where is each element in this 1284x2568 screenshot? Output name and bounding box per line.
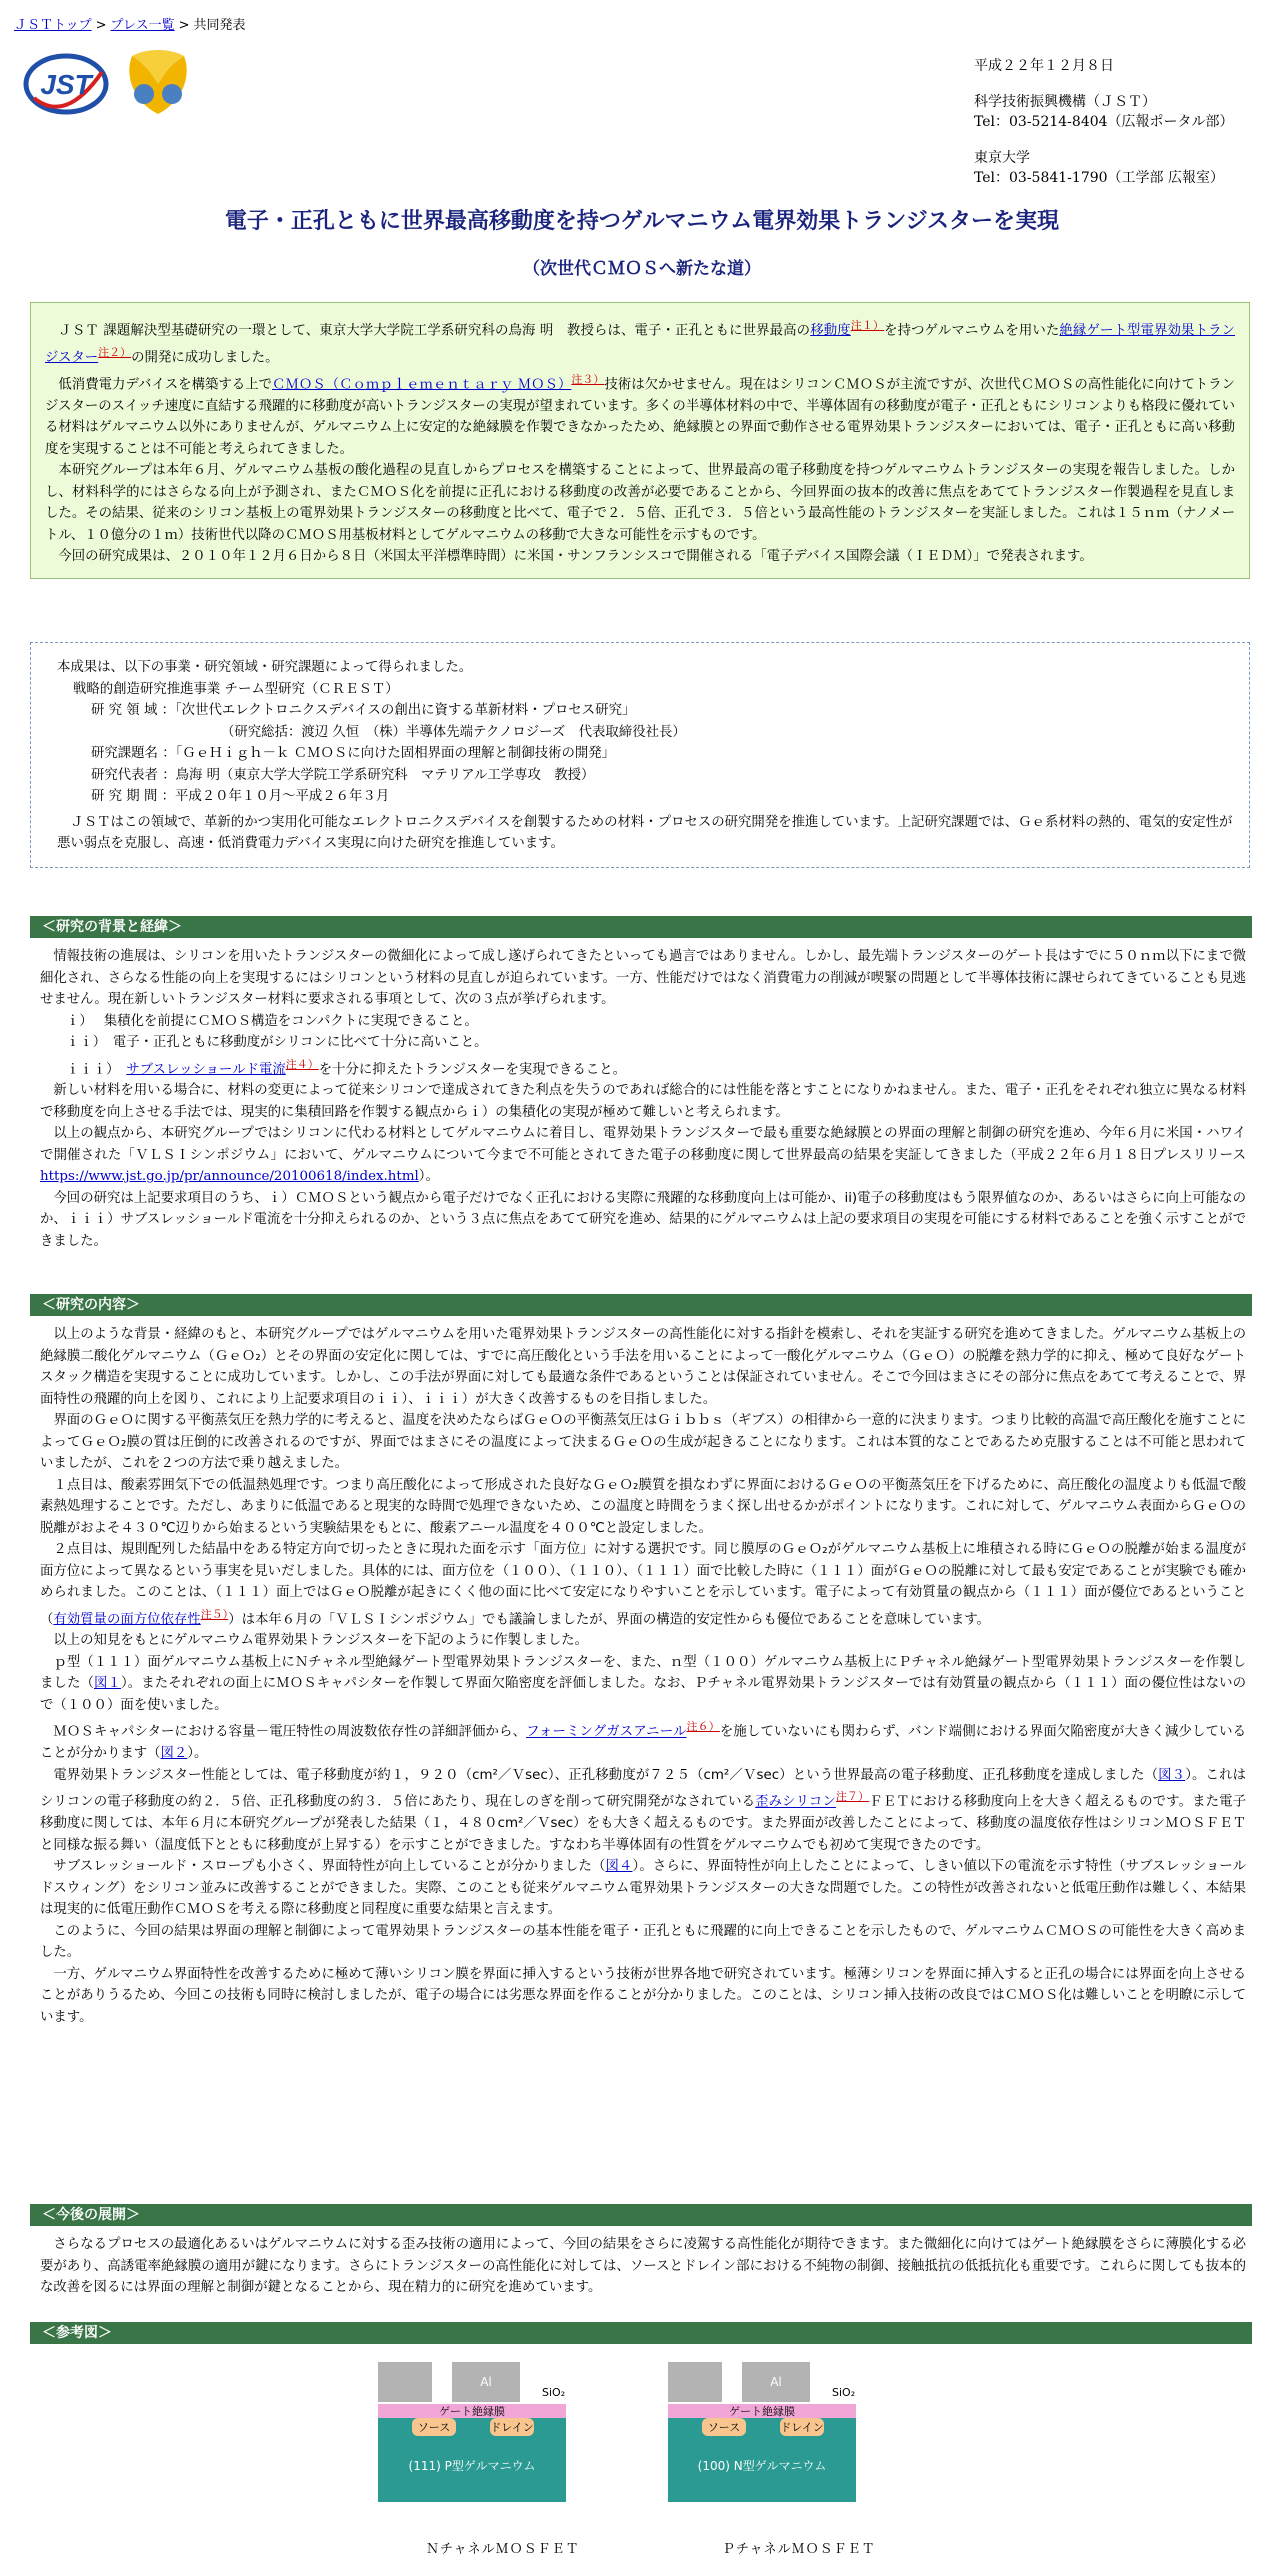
note-6-link[interactable]: 注６） (686, 1720, 720, 1734)
figure-1-link[interactable]: 図１ (93, 1676, 121, 1692)
content-paragraph (40, 1856, 1246, 1921)
paragraph-text: ）。 (418, 1169, 439, 1185)
subthreshold-current-link[interactable]: サブスレッショールド電流 (126, 1061, 286, 1077)
summary-text: の開発に成功しました。 (131, 350, 279, 366)
svg-text:JST: JST (40, 69, 92, 100)
source-label: ソース (707, 2421, 741, 2434)
breadcrumb-jst-top-link[interactable]: ＪＳＴトップ (14, 18, 92, 33)
item-text: ｉｉｉ） (66, 1061, 127, 1077)
org-jst: 科学技術振興機構（ＪＳＴ） (974, 94, 1156, 110)
requirement-item (40, 1054, 1246, 1081)
summary-paragraph (45, 369, 1235, 460)
jst-logo[interactable] (22, 48, 112, 118)
background-section (40, 946, 1260, 1252)
press-contact-info (974, 56, 1234, 188)
content-paragraph (40, 1716, 1246, 1764)
note-3-link[interactable]: 注３） (571, 372, 605, 386)
note-5-link[interactable]: 注５） (200, 1607, 229, 1621)
research-area: 「次世代エレクトロニクスデバイスの創出に資する革新材料・プロセス研究」 (174, 703, 636, 718)
future-section (40, 2234, 1246, 2299)
nmosfet-caption: ＮチャネルＭＯＳＦＥＴ (426, 2542, 580, 2557)
pmosfet-caption: ＰチャネルＭＯＳＦＥＴ (722, 2542, 876, 2557)
tel-jst: Tel：03-5214-8404（広報ポータル部） (974, 114, 1234, 130)
gate-insulator-label: ゲート絶縁膜 (439, 2405, 505, 2418)
requirement-item: ｉ） 集積化を前提にＣＭＯＳ構造をコンパクトに実現できること。 (66, 1013, 478, 1029)
mobility-link[interactable]: 移動度 (810, 323, 851, 339)
requirement-item: ｉｉ） 電子・正孔ともに移動度がシリコンに比べて十分に高いこと。 (66, 1035, 488, 1050)
summary-box (30, 302, 1250, 579)
note-2-link[interactable]: 注２） (98, 345, 132, 359)
item-text: を十分に抑えたトランジスターを実現できること。 (318, 1061, 626, 1077)
note-7-link[interactable]: 注７） (835, 1790, 870, 1804)
credit-intro: 本成果は、以下の事業・研究領域・研究課題によって得られました。 (57, 660, 473, 675)
content-paragraph: 以上の知見をもとにゲルマニウム電界効果トランジスターを下記のように作製しました。 (53, 1633, 588, 1649)
paragraph-text: を施していないにも関わらず、バンド端側における界面欠陥密度が大きく減少していることが分かります（ (40, 1724, 1247, 1762)
utokyo-ginkgo-logo[interactable] (120, 44, 196, 120)
paragraph-text: ）は本年６月の「ＶＬＳＩシンポジウム」でも議論しましたが、界面の構造的安定性からも優位であることを意味しています。 (228, 1611, 990, 1627)
paragraph-text: ｐ型（１１１）面ゲルマニウム基板上にＮチャネル型絶縁ゲート型電界効果トランジスターを、また、ｎ型（１００）ゲルマニウム基板上にＰチャネル絶縁ゲート型電界効果トランジスターを作製しました（ (40, 1654, 1246, 1692)
paragraph-text: ）。またそれぞれの面上にＭＯＳキャパシターを作製して界面欠陥密度を評価しました。なお、Ｐチャネル電界効果トランジスターでは有効質量の観点から（１１１）面の優位性はないので（１００）面を使いました。 (40, 1676, 1247, 1713)
summary-text: 低消費電力デバイスを構築する上で (58, 377, 273, 393)
paragraph-text: ）。これはシリコンの電子移動度の約２．５倍、正孔移動度の約３．５倍にあたり、現在しのぎを削って研究開発がなされている (40, 1767, 1247, 1810)
sio2-label: SiO₂ (542, 2386, 566, 2399)
paragraph-text: ＭＯＳキャパシターにおける容量－電圧特性の周波数依存性の詳細評価から、 (53, 1724, 527, 1740)
research-area-label: 研 究 領 域 ： (91, 703, 175, 718)
paragraph-text: サブスレッショールド・スロープも小さく、界面特性が向上していることが分かりました（ (53, 1859, 606, 1875)
forming-gas-anneal-link[interactable]: フォーミングガスアニール (526, 1724, 687, 1740)
content-paragraph: 界面のＧｅＯに関する平衡蒸気圧を熱力学的に考えると、温度を決めたならばＧｅＯの平衡蒸気圧はＧｉｂｂｓ（ギブス）の相律から一意的に決まります。つまり比較的高温で高圧酸化を施すことによってＧｅＯ₂膜の質は圧倒的に改善されるのですが、界面ではまさにその温度によって決まるＧｅＯの生成が起きることになります。これは本質的なことであるため克服することは不可能と思われていましたが、これを２つの方法で乗り越えました。 (40, 1413, 1246, 1471)
org-utokyo: 東京大学 (974, 150, 1030, 166)
breadcrumb-press-list-link[interactable]: プレス一覧 (110, 18, 175, 33)
background-paragraph: 新しい材料を用いる場合に、材料の変更によって従来シリコンで達成されてきた利点を失うのであれば総合的には性能を落とすことになりかねません。また、電子・正孔をそれぞれ独立に異なる材料で移動度を向上させる手法では、現実的に集積回路を作製する観点からｉ）の集積化の実現が極めて難しいと考えられます。 (40, 1083, 1246, 1120)
content-paragraph (40, 1652, 1246, 1717)
background-paragraph: 情報技術の進展は、シリコンを用いたトランジスターの微細化によって成し遂げられてきたといっても過言ではありません。しかし、最先端トランジスターのゲート長はすでに５０ｎｍ以下にまで微細化され、さらなる性能の向上を実現するにはシリコンという材料の見直しが迫られています。一方、性能だけではなく消費電力の削減が喫緊の問題として半導体技術に課せられてきていることも見逃せません。現在新しいトランジスター材料に要求される事項として、次の３点が挙げられます。 (40, 949, 1246, 1007)
research-supervisor: （研究総括：渡辺 久恒 （株）半導体先端テクノロジーズ 代表取締役社長） (221, 724, 686, 740)
research-period: 平成２０年１０月～平成２６年３月 (174, 789, 390, 804)
note-4-link[interactable]: 注４） (285, 1057, 319, 1071)
page-title: 電子・正孔ともに世界最高移動度を持つゲルマニウム電界効果トランジスターを実現 (224, 209, 1060, 234)
representative: 鳥海 明（東京大学大学院工学系研究科 マテリアル工学専攻 教授） (175, 767, 595, 783)
note-1-link[interactable]: 注１） (850, 319, 885, 332)
strained-silicon-link[interactable]: 歪みシリコン (755, 1794, 836, 1810)
insulated-gate-fet-link[interactable]: 絶縁ゲート型電界効果トランジスター (45, 323, 1235, 366)
content-section (40, 1324, 1246, 2028)
substrate-label: (111) P型ゲルマニウム (408, 2459, 536, 2473)
section-header-content: ＜研究の内容＞ (30, 1294, 1252, 1316)
content-paragraph: 以上のような背景・経緯のもと、本研究グループではゲルマニウムを用いた電界効果トランジスターの高性能化に対する指針を模索し、それを実証する研究を進めてきました。ゲルマニウム基板上の絶縁膜二酸化ゲルマニウム（ＧｅＯ₂）とその界面の安定化に関しては、すでに高圧酸化という手法を用いることによって一酸化ゲルマニウム（ＧｅＯ）の脱離を熱力学的に抑え、極めて良好なゲートスタック構造を実現することに成功しています。しかし、この手法が界面に対しても最適な条件であるということは保証されていません。そこで今回はまさにその部分に焦点をあてて考えることで、界面特性の飛躍的向上を図り、これにより上記要求項目のｉｉ）、ｉｉｉ）が大きく改善するものを目指しました。 (40, 1327, 1246, 1407)
research-topic: 「ＧｅＨｉｇｈ－ｋ ＣＭＯＳに向けた固相界面の理解と制御技術の開発」 (175, 746, 616, 761)
background-paragraph: 今回の研究は上記要求項目のうち、ｉ）ＣＭＯＳという観点から電子だけでなく正孔における実際に飛躍的な移動度向上は可能か、ii)電子の移動度はもう限界値なのか、あるいはさらに向上可能なのか、ｉｉｉ）サブスレッショールド電流を十分抑えられるのか、という３点に焦点をあてて研究を進め、結果的にゲルマニウムは上記の要求項目の実現を可能にする材料であることを強く示すことができました。 (40, 1190, 1246, 1249)
release-date: 平成２２年１２月８日 (974, 58, 1114, 74)
period-label: 研 究 期 間 ： (91, 789, 175, 804)
paragraph-text: 以上の観点から、本研究グループではシリコンに代わる材料としてゲルマニウムに着目し、電界効果トランジスターで最も重要な絶縁膜との界面の理解と制御の研究を進め、今年６月に米国・ハワイで開催された「ＶＬＳＩシンポジウム」において、ゲルマニウムについて今まで不可能とされてきた電子の移動度に関して世界最高の結果を実証してきました（平成２２年６月１８日プレスリリース (40, 1126, 1260, 1163)
cmos-link[interactable]: ＣＭＯＳ（Ｃｏｍｐｌｅｍｅｎｔａｒｙ ＭＯＳ） (272, 377, 572, 393)
summary-paragraph: 今回の研究成果は、２０１０年１２月６日から８日（米国太平洋標準時間）に米国・サンフランシスコで開催される「電子デバイス国際会議（ＩＥＤＭ）」で発表されます。 (58, 549, 1093, 565)
section-header-background: ＜研究の背景と経緯＞ (30, 916, 1252, 938)
future-paragraph: さらなるプロセスの最適化あるいはゲルマニウムに対する歪み技術の適用によって、今回の結果をさらに凌駕する高性能化が期待できます。また微細化に向けてはゲート絶縁膜をさらに薄膜化する必要があり、高誘電率絶縁膜の適用が鍵になります。さらにトランジスターの高性能化に対しては、ソースとドレイン部における不純物の制御、接触抵抗の低抵抗化も重要です。これらに関しても抜本的な改善を図るには界面の理解と制御が鍵となることから、現在精力的に研究を進めています。 (40, 2237, 1246, 2295)
breadcrumb (14, 14, 246, 33)
summary-text: を持つゲルマニウムを用いた (884, 323, 1060, 339)
figure-3-link[interactable]: 図３ (1158, 1767, 1186, 1783)
section-header-future: ＜今後の展開＞ (30, 2204, 1252, 2226)
credit-closing: ＪＳＴはこの領域で、革新的かつ実用化可能なエレクトロニクスデバイスを創製するための材料・プロセスの研究開発を推進しています。上記研究課題では、Ｇｅ系材料の熱的、電気的安定性が悪い弱点を克服し、高速・低消費電力デバイス実現に向けた研究を推進しています。 (57, 814, 1233, 851)
funding-info-box (30, 642, 1250, 868)
substrate-label: (100) N型ゲルマニウム (697, 2459, 827, 2473)
al-label: Al (770, 2375, 782, 2389)
summary-text: 技術は欠かせません。現在はシリコンＣＭＯＳが主流ですが、次世代ＣＭＯＳの高性能化に向けてトランジスターのスイッチ速度に直結する飛躍的に移動度が高いトランジスターの実現が望まれています。多くの半導体材料の中で、半導体固有の移動度が電子・正孔ともにシリコンよりも格段に優れている材料はゲルマニウム以外にありませんが、ゲルマニウム上に安定的な絶縁膜を作製できなかったため、絶縁膜との界面で動作させる電界効果トランジスターにおいては、電子・正孔ともに高い移動度を実現することは不可能と考えられてきました。 (45, 377, 1235, 457)
source-label: ソース (417, 2421, 451, 2434)
research-topic-label: 研究課題名 ： (91, 746, 176, 761)
effective-mass-link[interactable]: 有効質量の面方位依存性 (53, 1611, 201, 1627)
breadcrumb-separator: > (95, 18, 107, 33)
content-paragraph: 一方、ゲルマニウム界面特性を改善するために極めて薄いシリコン膜を界面に挿入するという技術が世界各地で研究されています。極薄シリコンを界面に挿入すると正孔の場合には界面を向上させることがありうるため、今回この技術も同時に検討しましたが、電子の場合には劣悪な界面を作ることが分かりました。このことは、シリコン挿入技術の改良ではＣＭＯＳ化は難しいことを明瞭に示しています。 (40, 1966, 1246, 2025)
press-release-url-link[interactable]: https://www.jst.go.jp/pr/announce/20100618/index.html (40, 1169, 419, 1185)
summary-paragraph (45, 315, 1235, 369)
sio2-label: SiO₂ (832, 2386, 856, 2399)
figure-2-link[interactable]: 図２ (160, 1746, 188, 1762)
content-paragraph: このように、今回の結果は界面の理解と制御によって電界効果トランジスターの基本性能を電子・正孔ともに飛躍的に向上できることを示したもので、ゲルマニウムＣＭＯＳの可能性を大きく高めました。 (40, 1923, 1246, 1961)
nmosfet-diagram (372, 2362, 572, 2502)
breadcrumb-current: 共同発表 (193, 18, 246, 33)
breadcrumb-separator: > (178, 18, 190, 33)
paragraph-text: ２点目は、規則配列した結晶中をある特定方向で切ったときに現れた面を示す「面方位」に対する選択です。同じ膜厚のＧｅＯ₂がゲルマニウム基板上に堆積される時にＧｅＯの脱離が始まる温度が面方位によって異なるという事実を見いだしました。具体的には、面方位を（１００）、（１１０）、（１１１）面で比較した時に（１１１）面がＧｅＯの脱離に対して最も安定であることが実験でも確かめられました。このことは、（１１１）面上ではＧｅＯ脱離が起きにくく他の面に比べて安定になりやすいことを示しています。電子によって有効質量の観点から（１１１）面が優位であるということ（ (40, 1542, 1246, 1627)
content-paragraph: １点目は、酸素雰囲気下での低温熱処理です。つまり高圧酸化によって形成された良好なＧｅＯ₂膜質を損なわずに界面におけるＧｅＯの平衡蒸気圧を下げるために、高圧酸化の温度よりも低温で酸素熱処理することです。ただし、あまりに低温であると現実的な時間で処理できないため、この温度と時間をうまく探し出せるかがポイントになります。これに対して、ゲルマニウム表面からＧｅＯの脱離がおよそ４３０℃辺りから始まるという実験結果をもとに、酸素アニール温度を４００℃と設定しました。 (40, 1477, 1246, 1536)
representative-label: 研究代表者 ： (91, 767, 176, 783)
drain-label: ドレイン (780, 2421, 824, 2434)
page-subtitle: （次世代ＣＭＯＳへ新たな道） (523, 259, 761, 279)
background-paragraph (40, 1123, 1260, 1188)
pmosfet-diagram (662, 2362, 862, 2502)
summary-text: ＪＳＴ 課題解決型基礎研究の一環として、東京大学大学院工学系研究科の鳥海 明 教授らは、電子・正孔ともに世界最高の (58, 323, 811, 339)
paragraph-text: ）。さらに、界面特性が向上したことによって、しきい値以下の電流を示す特性（サブスレッショールドスウィング）をシリコン並みに改善することができました。実際、このことも従来ゲルマニウム電界効果トランジスターの大きな問題でした。この特性が改善されないと低電圧動作は難しく、本結果は現実的に低電圧動作ＣＭＯＳを考える際に移動度と同程度に重要な結果と言えます。 (40, 1859, 1247, 1918)
paragraph-text: ）。 (187, 1746, 208, 1762)
content-paragraph (40, 1765, 1246, 1856)
summary-paragraph: 本研究グループは本年６月、ゲルマニウム基板の酸化過程の見直しからプロセスを構築することによって、世界最高の電子移動度を持つゲルマニウムトランジスターの実現を報告しました。しかし、材料科学的にはさらなる向上が予測され、またＣＭＯＳ化を前提に正孔における移動度の改善が必要であることから、今回界面の抜本的改善に焦点をあててトランジスター作製過程を見直しました。その結果、従来のシリコン基板上の電界効果トランジスターの移動度と比べて、電子で２．５倍、正孔で３．５倍という最高性能のトランジスターを実証しました。これは１５ｎｍ（ナノメートル、１０億分の１ｍ）技術世代以降のＣＭＯＳ用基板材料としてゲルマニウムの移動で大きな可能性を示すものです。 (45, 463, 1235, 543)
figure-4-link[interactable]: 図４ (605, 1859, 633, 1875)
tel-utokyo: Tel：03-5841-1790（工学部 広報室） (974, 170, 1224, 186)
paragraph-text: 電界効果トランジスター性能としては、電子移動度が約１，９２０（cm²／Ｖsec）、正孔移動度が７２５（cm²／Ｖsec）という世界最高の電子移動度、正孔移動度を達成しました（ (53, 1767, 1159, 1783)
section-header-reference-figures: ＜参考図＞ (30, 2322, 1252, 2344)
gate-insulator-label: ゲート絶縁膜 (729, 2405, 795, 2418)
paragraph-text: ＦＥＴにおける移動度向上を大きく超えるものです。また電子移動度に関しては、本年６月に本研究グループが発表した結果（１，４８０cm²／Ｖsec）をも大きく超えるものです。また界面が改善したことによって、移動度の温度依存性はシリコンＭＯＳＦＥＴと同様な振る舞い（温度低下とともに移動度が上昇する）を示すことができました。すなわち半導体固有の性質をゲルマニウムでも初めて実現できたのです。 (40, 1794, 1246, 1853)
metal-contact-left (668, 2362, 722, 2402)
metal-contact-left (378, 2362, 432, 2402)
drain-label: ドレイン (490, 2421, 534, 2434)
content-paragraph (40, 1539, 1246, 1630)
al-label: Al (480, 2375, 492, 2389)
credit-program: 戦略的創造研究推進事業 チーム型研究（ＣＲＥＳＴ） (73, 681, 399, 697)
